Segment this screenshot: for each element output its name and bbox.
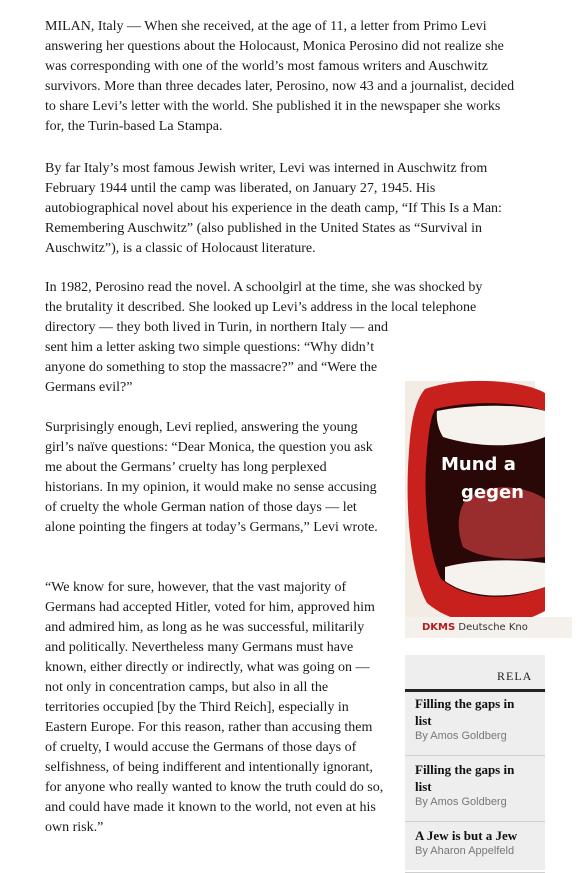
advertisement[interactable] bbox=[405, 381, 535, 638]
article-paragraph: By far Italy’s most famous Jewish writer, Levi was interned in Auschwitz from February 1944 until the camp was liberated, on January 27, 1945. His autobiographical novel about his experience in the death camp, “If This Is a Man: Remembering Auschwitz” (also published in the United States as “Survival in Auschwitz”), is a classic of Holocaust literature. bbox=[45, 161, 502, 256]
related-header-label: RELA bbox=[497, 669, 533, 683]
ad-footer bbox=[405, 617, 572, 638]
ad-footer-text: Deutsche Kno bbox=[458, 622, 528, 633]
related-item-title[interactable]: A Jew is but a Jew bbox=[415, 828, 518, 843]
related-item-title[interactable]: Filling the gaps in bbox=[415, 762, 515, 777]
related-header bbox=[405, 655, 545, 692]
related-item-author: By Amos Goldberg bbox=[415, 730, 507, 742]
article-paragraph: Surprisingly enough, Levi replied, answering the young girl’s naïve questions: “Dear Monica, the question you ask me about the Germans’ cruelty has long perplexed historians. In my opinion, it would make no sense accusing of cruelty the whole German nation of those days — let alone pointing the fingers at today’s Germans,” Levi wrote. bbox=[45, 420, 378, 535]
ad-brand-logo: DKMS bbox=[422, 622, 456, 633]
article-paragraph-part: sent him a letter asking two simple questions: “Why didn’t anyone do something to stop the massacre?” and “Were the Germans evil?” bbox=[45, 340, 378, 395]
ad-upper-teeth bbox=[437, 406, 545, 446]
related-item[interactable] bbox=[405, 761, 545, 822]
related-item-author: By Aharon Appelfeld bbox=[415, 845, 515, 857]
related-item-title[interactable]: list bbox=[415, 713, 432, 728]
related-item-author: By Amos Goldberg bbox=[415, 796, 507, 808]
related-item-title[interactable]: list bbox=[415, 779, 432, 794]
ad-headline bbox=[441, 451, 581, 507]
related-item-title[interactable]: Filling the gaps in bbox=[415, 696, 515, 711]
ad-headline-line: Mund a bbox=[441, 454, 516, 475]
article-paragraph: “We know for sure, however, that the vast majority of Germans had accepted Hitler, voted for him, approved him and admired him, as long as he was successful, militarily and politically. Nevertheless many Germans must have known, either directly or indirectly, what was going on — not only in concentration camps, but also in all the territories occupied [by the Third Reich], especially in Eastern Europe. For this reason, rather than accusing them of cruelty, I would accuse the Germans of those days of selfishness, of being indifferent and intentionally ignorant, for anyone who really wanted to know the truth could do so, and could have made it known to the world, not even at his own risk.” bbox=[45, 580, 384, 835]
ad-headline-line: gegen bbox=[461, 482, 524, 503]
article-paragraph bbox=[45, 278, 485, 398]
article-paragraph: MILAN, Italy — When she received, at the age of 11, a letter from Primo Levi answering her questions about the Holocaust, Monica Perosino did not realize she was corresponding with one of the world’s most famous writers and Auschwitz survivors. More than three decades later, Perosino, now 43 and a journalist, decided to share Levi’s letter with the world. She published it in the newspaper she works for, the Turin-based La Stampa. bbox=[45, 19, 515, 134]
ad-mouth-image bbox=[405, 381, 535, 638]
related-item[interactable] bbox=[405, 695, 545, 756]
related-item[interactable] bbox=[405, 827, 545, 873]
article-paragraph-part: In 1982, Perosino read the novel. A schoolgirl at the time, she was shocked by the brutality it described. She looked up Levi’s address in the local telephone directory — they both lived in Turin, in northern Italy — and bbox=[45, 280, 483, 335]
related-articles bbox=[405, 655, 545, 870]
